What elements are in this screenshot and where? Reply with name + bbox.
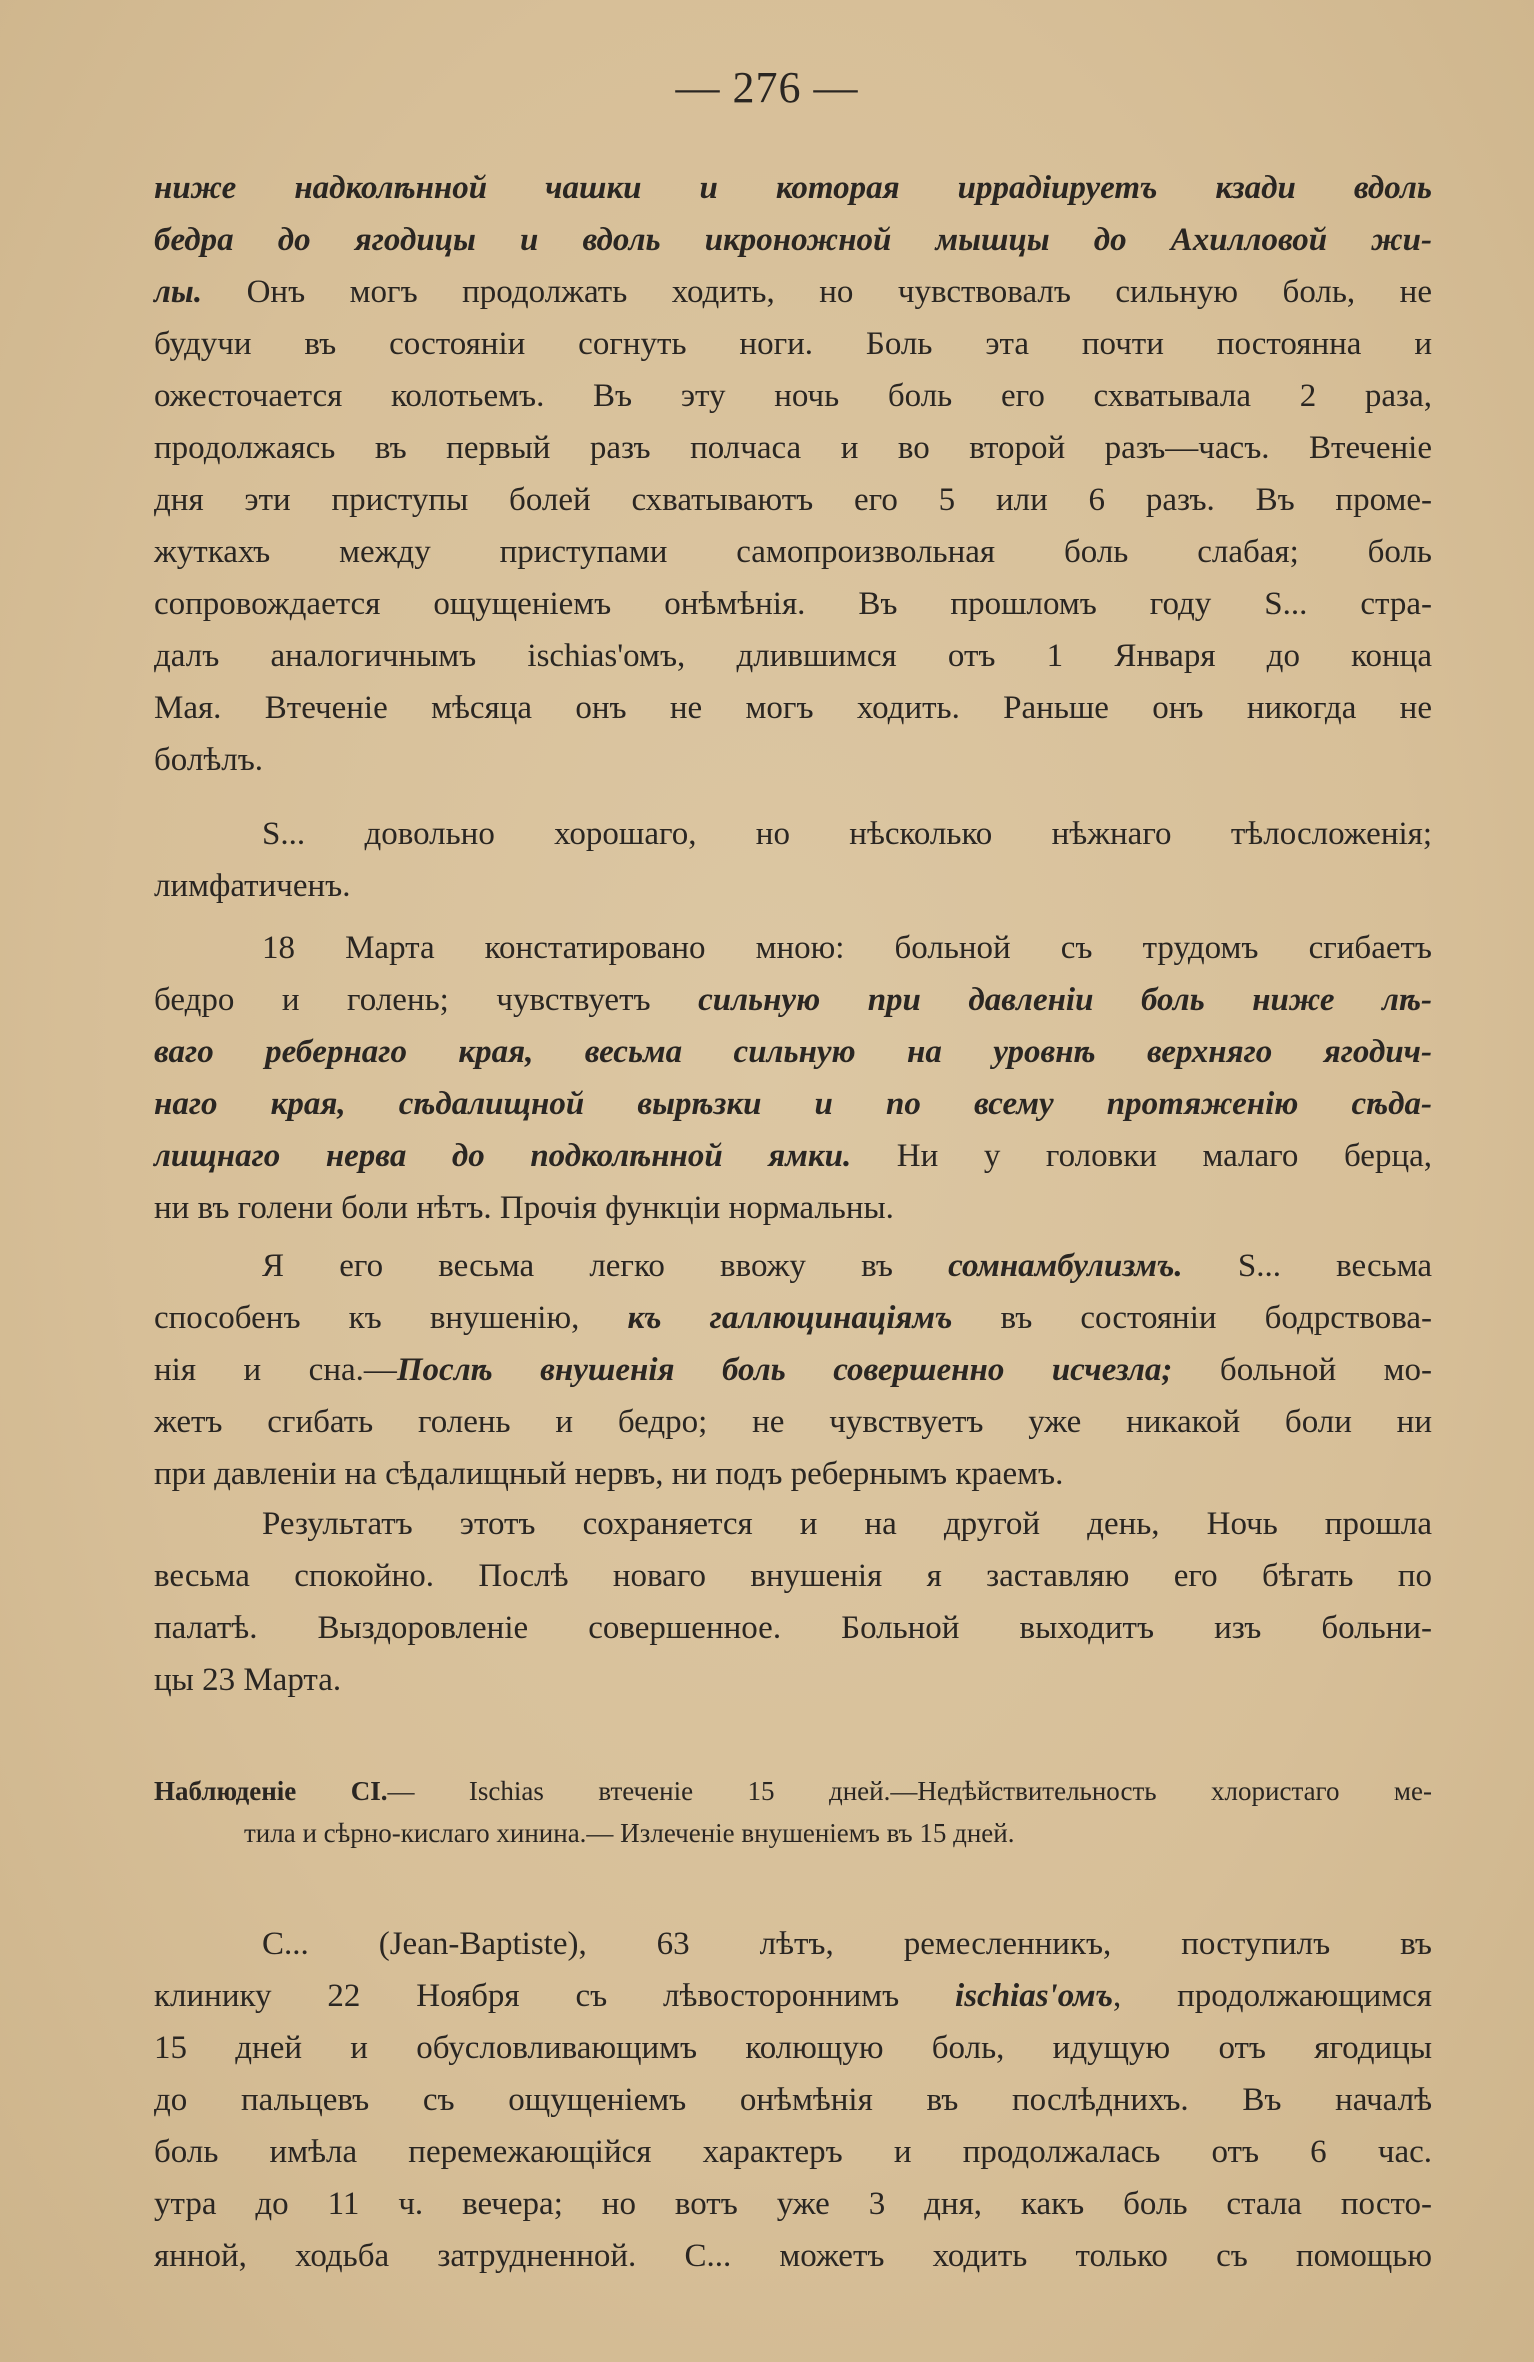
text-segment: Ни у головки малаго берца, [851,1138,1433,1174]
text-line [154,734,1432,786]
italic-text: къ галлюцинаціямъ [627,1300,953,1336]
text-segment: Мая. Втеченіе мѣсяца онъ не могъ ходить. Раньше онъ никогда не [154,690,1432,726]
text-line [154,1602,1432,1654]
paragraph-4 [154,1240,1432,1500]
text-segment: нія и сна.— [154,1352,397,1388]
text-line [154,1240,1432,1292]
text-line [154,630,1432,682]
text-segment: сопровождается ощущеніемъ онѣмѣнія. Въ прошломъ году S... стра- [154,586,1432,622]
text-line [154,526,1432,578]
text-segment: весьма спокойно. Послѣ новаго внушенія я заставляю его бѣгать по [154,1558,1432,1594]
text-segment: 18 Марта констатировано мною: больной съ трудомъ сгибаетъ [262,930,1432,966]
text-line [154,2022,1432,2074]
text-segment: Результатъ этотъ сохраняется и на другой день, Ночь прошла [262,1506,1432,1542]
text-segment: способенъ къ внушенію, [154,1300,628,1336]
observation-summary-1: — Ischias втеченіе 15 дней.—Недѣйствительность хлористаго ме- [387,1776,1432,1806]
text-line [154,1654,1432,1706]
italic-text: лы. [154,274,203,310]
text-line [154,1550,1432,1602]
italic-text: наго края, сѣдалищной вырѣзки и по всему протяженію сѣда- [154,1086,1432,1122]
text-line [154,1448,1432,1500]
text-line [154,1498,1432,1550]
text-segment: ожесточается колотьемъ. Въ эту ночь боль его схватывала 2 раза, [154,378,1432,414]
text-line [154,474,1432,526]
text-line [154,266,1432,318]
paragraph-3 [154,922,1432,1234]
text-segment: C... (Jean-Baptiste), 63 лѣтъ, ремесленникъ, поступилъ въ [262,1926,1432,1962]
paragraph-1 [154,162,1432,786]
text-segment: янной, ходьба затрудненной. C... можетъ ходить только съ помощью [154,2238,1432,2274]
text-line [154,682,1432,734]
text-segment: жуткахъ между приступами самопроизвольная боль слабая; боль [154,534,1432,570]
paragraph-5 [154,1498,1432,1706]
text-segment: дня эти приступы болей схватываютъ его 5 или 6 разъ. Въ проме- [154,482,1432,518]
text-segment: S... довольно хорошаго, но нѣсколько нѣжнаго тѣлосложенія; [262,816,1432,852]
text-line [154,2178,1432,2230]
text-line [154,1182,1432,1234]
text-segment: въ состояніи бодрствова- [952,1300,1432,1336]
page-number: — 276 — [675,63,859,112]
text-line [154,974,1432,1026]
text-segment: S... весьма [1182,1248,1432,1284]
text-line [154,1918,1432,1970]
text-segment: утра до 11 ч. вечера; но вотъ уже 3 дня, какъ боль стала посто- [154,2186,1432,2222]
italic-text: сильную при давленіи боль ниже лѣ- [698,982,1432,1018]
text-segment: Онъ могъ продолжать ходить, но чувствовалъ сильную боль, не [202,274,1432,310]
text-line [154,422,1432,474]
text-segment: бедро и голень; чувствуетъ [154,982,699,1018]
text-segment: жетъ сгибать голень и бедро; не чувствуетъ уже никакой боли ни [154,1404,1432,1440]
text-line [154,1396,1432,1448]
paragraph-6 [154,1918,1432,2282]
text-segment: боль имѣла перемежающійся характеръ и продолжалась отъ 6 час. [154,2134,1432,2170]
text-line [154,318,1432,370]
text-line [154,1130,1432,1182]
observation-summary-2: тила и сѣрно-кислаго хинина.— Излеченіе внушеніемъ въ 15 дней. [244,1818,1015,1848]
observation-heading [154,1770,1432,1854]
text-line [154,2126,1432,2178]
text-segment: при давленіи на сѣдалищный нервъ, ни подъ ребернымъ краемъ. [154,1456,1064,1492]
italic-text: ваго ребернаго края, весьма сильную на уровнѣ верхняго ягодич- [154,1034,1432,1070]
text-line [154,2074,1432,2126]
text-segment: болѣлъ. [154,742,264,778]
text-line [154,1970,1432,2022]
text-line [154,1078,1432,1130]
text-line [154,1344,1432,1396]
text-segment: , продолжающимся [1112,1978,1432,2014]
text-line [154,860,1432,912]
italic-text: лищнаго нерва до подколѣнной ямки. [154,1138,852,1174]
text-segment: Я его весьма легко ввожу въ [262,1248,949,1284]
paragraph-2 [154,808,1432,912]
text-segment: ни въ голени боли нѣтъ. Прочія функціи нормальны. [154,1190,894,1226]
text-segment: будучи въ состояніи согнуть ноги. Боль эта почти постоянна и [154,326,1432,362]
italic-text: сомнамбулизмъ. [948,1248,1183,1284]
text-line [154,1026,1432,1078]
text-line [154,1292,1432,1344]
text-segment: далъ аналогичнымъ ischias'омъ, длившимся отъ 1 Января до конца [154,638,1432,674]
text-segment: продолжаясь въ первый разъ полчаса и во второй разъ—часъ. Втеченіе [154,430,1432,466]
italic-text: ischias'омъ [955,1978,1113,2014]
observation-heading-line-1 [154,1770,1432,1812]
text-segment: клинику 22 Ноября съ лѣвостороннимъ [154,1978,956,2014]
text-segment: 15 дней и обусловливающимъ колющую боль, идущую отъ ягодицы [154,2030,1432,2066]
text-segment: цы 23 Марта. [154,1662,342,1698]
italic-text: бедра до ягодицы и вдоль икроножной мышцы до Ахилловой жи- [154,222,1432,258]
italic-text: ниже надколѣнной чашки и которая иррадіируетъ кзади вдоль [154,170,1432,206]
text-segment: палатѣ. Выздоровленіе совершенное. Больной выходитъ изъ больни- [154,1610,1432,1646]
text-line [154,578,1432,630]
text-line [154,2230,1432,2282]
observation-title: Наблюденіе CI. [154,1776,388,1806]
text-segment: до пальцевъ съ ощущеніемъ онѣмѣнія въ послѣднихъ. Въ началѣ [154,2082,1432,2118]
italic-text: Послѣ внушенія боль совершенно исчезла; [396,1352,1173,1388]
text-line [154,922,1432,974]
text-line [154,162,1432,214]
text-line [154,370,1432,422]
text-line [154,808,1432,860]
text-segment: больной мо- [1172,1352,1432,1388]
text-line [154,214,1432,266]
text-segment: лимфатиченъ. [154,868,351,904]
